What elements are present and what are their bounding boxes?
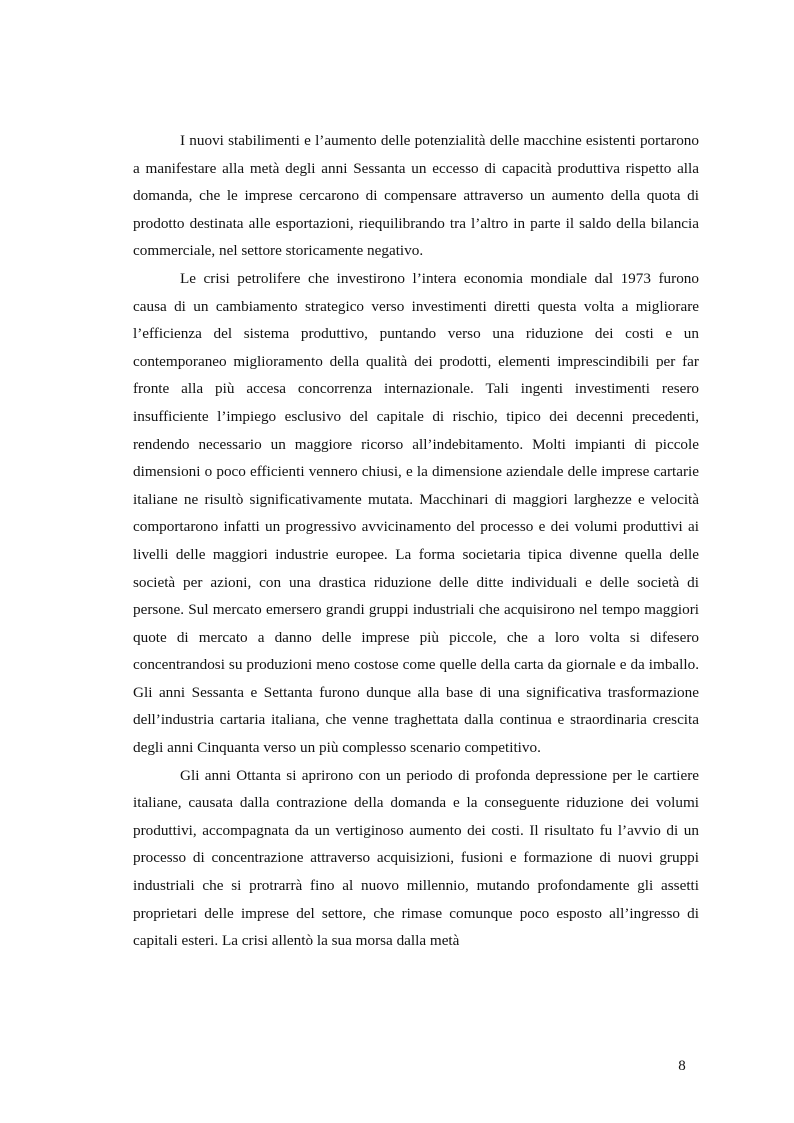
paragraph-2: Le crisi petrolifere che investirono l’intera economia mondiale dal 1973 furono causa di un cambiamento strategico verso investimenti diretti questa volta a migliorare l’efficienza del sistema produttivo, puntando verso una riduzione dei costi e un contemporaneo miglioramento della qualità dei prodotti, elementi imprescindibili per far fronte alla più accesa concorrenza internazionale. Tali ingenti investimenti resero insufficiente l’impiego esclusivo del capitale di rischio, tipico dei decenni precedenti, rendendo necessario un maggiore ricorso all’indebitamento. Molti impianti di piccole dimensioni o poco efficienti vennero chiusi, e la dimensione aziendale delle imprese cartarie italiane ne risultò significativamente mutata. Macchinari di maggiori larghezze e velocità comportarono infatti un progressivo avvicinamento del processo e dei volumi produttivi ai livelli delle maggiori industrie europee. La forma societaria tipica divenne quella delle società per azioni, con una drastica riduzione delle ditte individuali e delle società di persone. Sul mercato emersero grandi gruppi industriali che acquisirono nel tempo maggiori quote di mercato a danno delle imprese più piccole, che a loro volta si difesero concentrandosi su produzioni meno costose come quelle della carta da giornale e da imballo. Gli anni Sessanta e Settanta furono dunque alla base di una significativa trasformazione dell’industria cartaria italiana, che venne traghettata dalla continua e straordinaria crescita degli anni Cinquanta verso un più complesso scenario competitivo.	[133, 269, 699, 757]
body-text	[133, 127, 699, 955]
page-number: 8	[678, 1058, 686, 1074]
paragraph-1: I nuovi stabilimenti e l’aumento delle potenzialità delle macchine esistenti portarono a manifestare alla metà degli anni Sessanta un eccesso di capacità produttiva rispetto alla domanda, che le imprese cercarono di compensare attraverso un aumento della quota di prodotto destinata alle esportazioni, riequilibrando tra l’altro in parte il saldo della bilancia commerciale, nel settore storicamente negativo.	[133, 132, 699, 260]
paragraph-3: Gli anni Ottanta si aprirono con un periodo di profonda depressione per le cartiere italiane, causata dalla contrazione della domanda e la conseguente riduzione dei volumi produttivi, accompagnata da un vertiginoso aumento dei costi. Il risultato fu l’avvio di un processo di concentrazione attraverso acquisizioni, fusioni e formazione di nuovi gruppi industriali che si protrarrà fino al nuovo millennio, mutando profondamente gli assetti proprietari delle imprese del settore, che rimase comunque poco esposto all’ingresso di capitali esteri. La crisi allentò la sua morsa dalla metà	[133, 766, 699, 950]
